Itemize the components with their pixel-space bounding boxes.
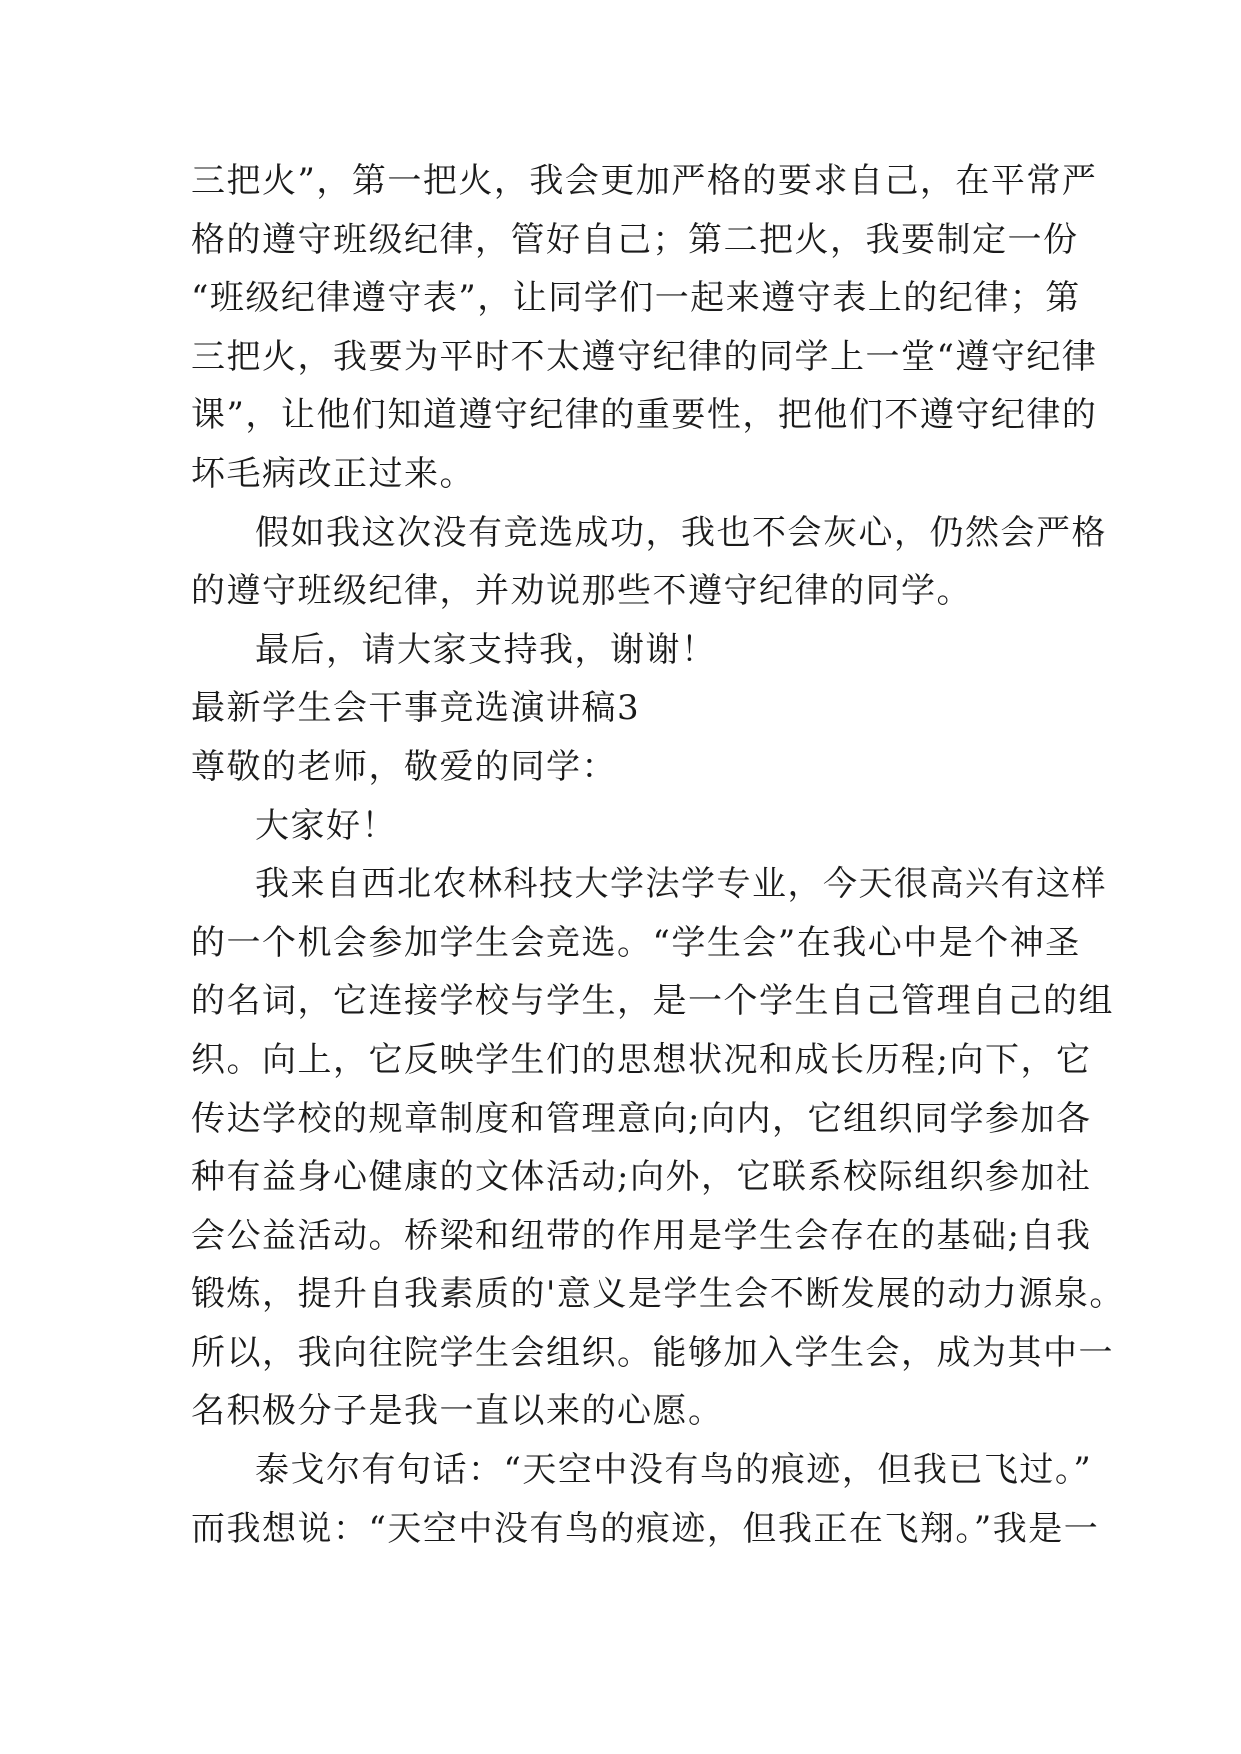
section-heading: 最新学生会干事竞选演讲稿3 xyxy=(191,688,641,729)
text-line: 会公益活动。桥梁和纽带的作用是学生会存在的基础;自我 xyxy=(191,1215,1092,1256)
greeting: 大家好！ xyxy=(255,805,397,846)
paragraph-first-line: 我来自西北农林科技大学法学专业，今天很高兴有这样 xyxy=(255,864,1107,905)
text-line: “班级纪律遵守表”，让同学们一起来遵守表上的纪律；第 xyxy=(191,278,1081,319)
text-line: 名积极分子是我一直以来的心愿。 xyxy=(191,1391,724,1432)
paragraph-first-line: 泰戈尔有句话：“天空中没有鸟的痕迹，但我已飞过。” xyxy=(255,1450,1093,1491)
text-line: 所以，我向往院学生会组织。能够加入学生会，成为其中一 xyxy=(191,1332,1114,1373)
closing-line: 最后，请大家支持我，谢谢！ xyxy=(255,629,717,670)
salutation: 尊敬的老师，敬爱的同学： xyxy=(191,746,617,787)
text-line: 织。向上，它反映学生们的思想状况和成长历程;向下，它 xyxy=(191,1039,1092,1080)
paragraph-first-line: 假如我这次没有竞选成功，我也不会灰心，仍然会严格 xyxy=(255,512,1107,553)
text-line: 种有益身心健康的文体活动;向外，它联系校际组织参加社 xyxy=(191,1157,1092,1198)
text-line: 的遵守班级纪律，并劝说那些不遵守纪律的同学。 xyxy=(191,571,972,612)
text-line: 而我想说：“天空中没有鸟的痕迹，但我正在飞翔。”我是一 xyxy=(191,1508,1100,1549)
text-line: 的名词，它连接学校与学生，是一个学生自己管理自己的组 xyxy=(191,981,1114,1022)
text-line: 坏毛病改正过来。 xyxy=(191,453,475,494)
text-line: 的一个机会参加学生会竞选。“学生会”在我心中是个神圣 xyxy=(191,922,1081,963)
text-line: 传达学校的规章制度和管理意向;向内，它组织同学参加各 xyxy=(191,1098,1092,1139)
text-line: 三把火”，第一把火，我会更加严格的要求自己，在平常严 xyxy=(191,161,1098,201)
text-line: 格的遵守班级纪律，管好自己；第二把火，我要制定一份 xyxy=(191,219,1079,260)
text-line: 三把火，我要为平时不太遵守纪律的同学上一堂“遵守纪律 xyxy=(191,336,1098,377)
document-body xyxy=(191,152,1125,1558)
text-line: 锻炼，提升自我素质的'意义是学生会不断发展的动力源泉。 xyxy=(191,1274,1125,1315)
text-line: 课”，让他们知道遵守纪律的重要性，把他们不遵守纪律的 xyxy=(191,395,1098,436)
